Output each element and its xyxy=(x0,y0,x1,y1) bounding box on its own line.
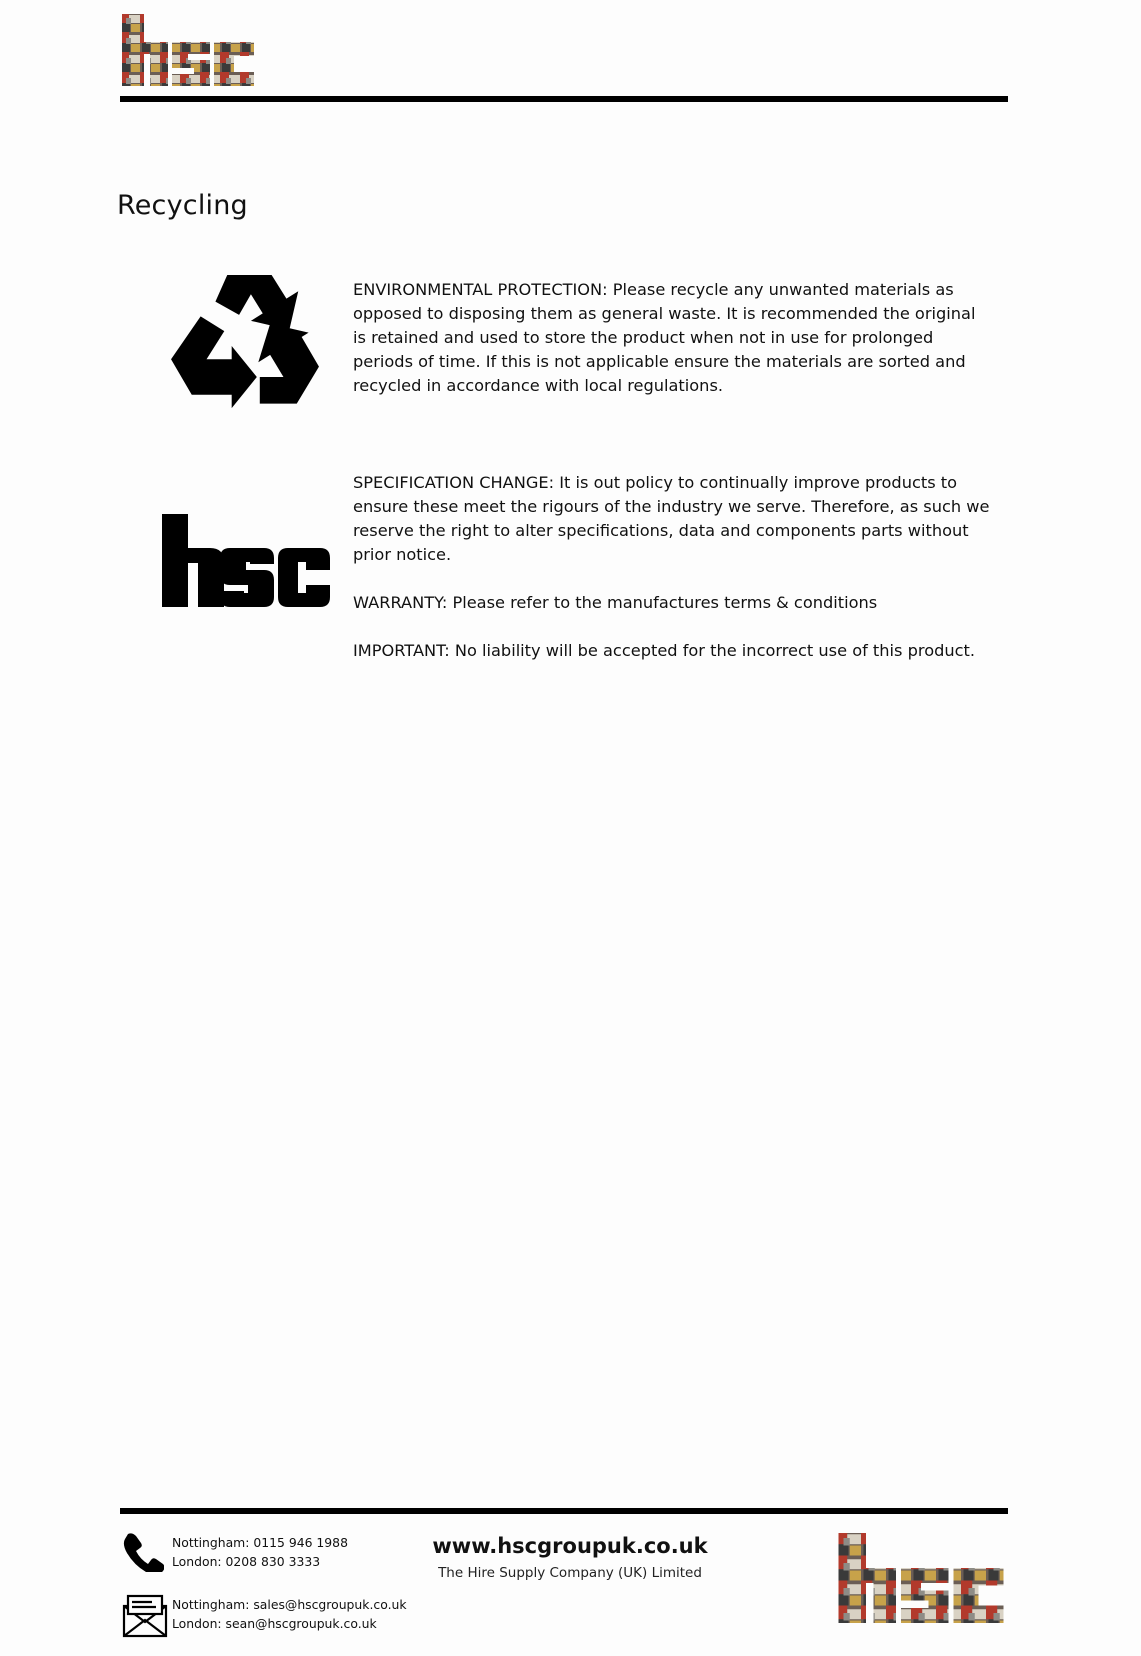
warranty-notice-label: WARRANTY: xyxy=(353,593,448,612)
footer-logo xyxy=(836,1530,1006,1626)
specification-notice-text: It is out policy to continually improve products to ensure these meet the rigours of the industry we serve. Therefore, as such we reserve the right to alter specifications, data and components parts without prior notice. xyxy=(353,473,990,564)
phone-contacts xyxy=(172,1533,348,1571)
environmental-notice-label: ENVIRONMENTAL PROTECTION: xyxy=(353,280,608,299)
hsc-photo-logo-image xyxy=(120,12,256,88)
hsc-brand-mark xyxy=(160,510,332,610)
email-contacts xyxy=(172,1595,407,1633)
page-title: Recycling xyxy=(117,190,248,221)
footer-divider xyxy=(120,1508,1008,1514)
important-notice-label: IMPORTANT: xyxy=(353,641,450,660)
recycle-icon xyxy=(170,272,320,414)
phone-nottingham: Nottingham: 0115 946 1988 xyxy=(172,1535,348,1550)
header-logo xyxy=(120,12,256,88)
envelope-icon xyxy=(122,1594,168,1638)
company-name: The Hire Supply Company (UK) Limited xyxy=(438,1565,702,1581)
email-nottingham: Nottingham: sales@hscgroupuk.co.uk xyxy=(172,1597,407,1612)
phone-icon xyxy=(122,1532,164,1572)
specification-notice xyxy=(353,471,993,567)
warranty-notice xyxy=(353,591,993,615)
phone-london: London: 0208 830 3333 xyxy=(172,1554,321,1569)
important-notice-text: No liability will be accepted for the incorrect use of this product. xyxy=(454,641,976,660)
hsc-photo-logo-image-footer xyxy=(836,1530,1006,1626)
environmental-notice xyxy=(353,278,993,398)
environmental-notice-text: Please recycle any unwanted materials as opposed to disposing them as general waste. It is recommended the original is retained and used to store the product when not in use for prolonged periods of time. If this is not applicable ensure the materials are sorted and recycled in accordance with local regulations. xyxy=(353,280,976,395)
warranty-notice-text: Please refer to the manufactures terms & conditions xyxy=(452,593,878,612)
website-link[interactable]: www.hscgroupuk.co.uk xyxy=(432,1534,708,1558)
email-london: London: sean@hscgroupuk.co.uk xyxy=(172,1616,377,1631)
header-divider xyxy=(120,96,1008,102)
important-notice xyxy=(353,639,993,663)
specification-notice-label: SPECIFICATION CHANGE: xyxy=(353,473,555,492)
